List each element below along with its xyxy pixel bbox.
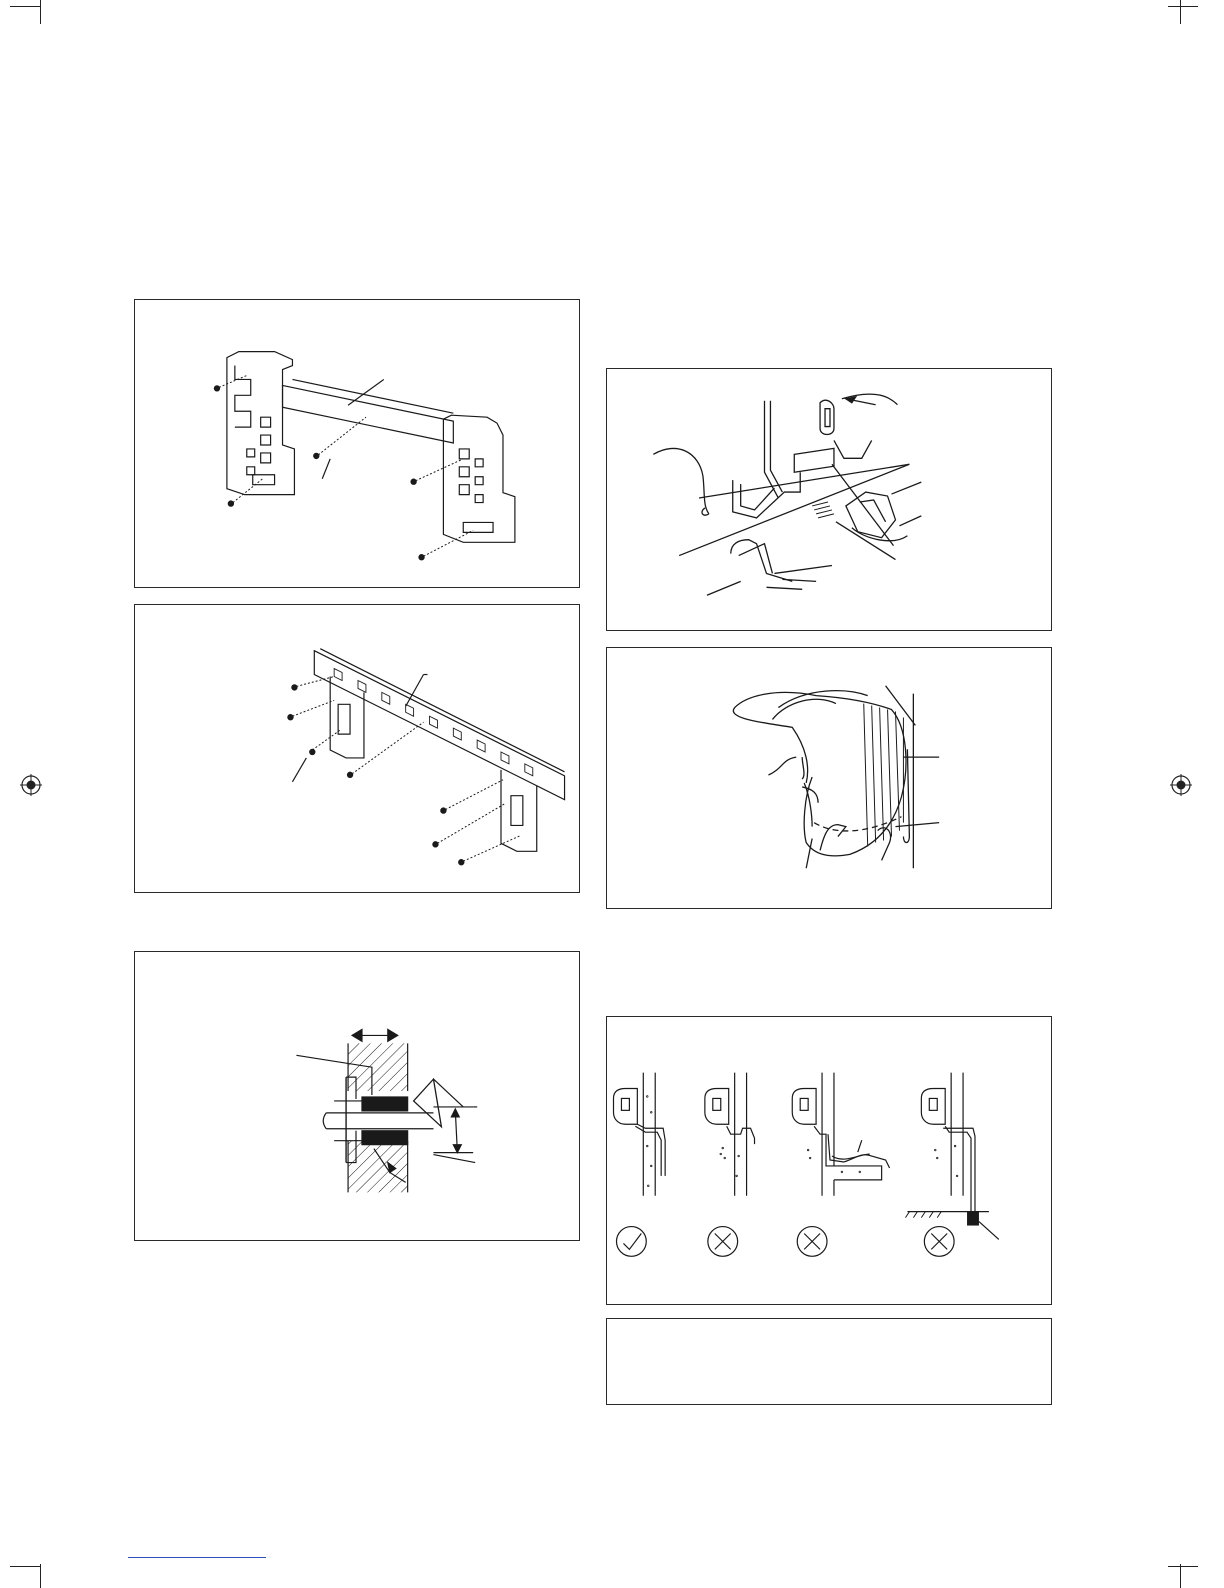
check-mark-icon xyxy=(616,1227,646,1257)
crop-mark-bottom-right-v xyxy=(1180,1564,1181,1588)
x-mark-icon xyxy=(924,1227,954,1257)
mounting-plate-b-drawing xyxy=(135,605,579,892)
footer-rule xyxy=(128,1557,266,1558)
hook-drawing xyxy=(607,369,1051,630)
x-mark-icon xyxy=(797,1227,827,1257)
wall-hole-drawing xyxy=(135,952,579,1240)
figure-wall-hole-section xyxy=(134,951,580,1241)
figure-mounting-plate-b xyxy=(134,604,580,893)
crop-mark-top-left xyxy=(10,6,40,7)
side-view-drawing xyxy=(607,648,1051,908)
note-box xyxy=(606,1318,1052,1405)
drain-example-wrong-1 xyxy=(705,1073,755,1196)
figure-unit-side-view xyxy=(606,647,1052,909)
x-mark-icon xyxy=(708,1227,738,1257)
drain-example-wrong-2 xyxy=(792,1073,889,1196)
registration-mark-icon xyxy=(1170,774,1192,796)
crop-mark-bottom-left xyxy=(10,1566,40,1567)
figure-hook-unit-on-plate xyxy=(606,368,1052,631)
crop-mark-top-left-v xyxy=(40,0,41,24)
drain-routing-drawing xyxy=(607,1017,1051,1304)
figure-drain-routing xyxy=(606,1016,1052,1305)
drain-example-wrong-3 xyxy=(905,1073,998,1240)
mounting-plate-a-drawing xyxy=(135,300,579,587)
crop-mark-bottom-right xyxy=(1168,1566,1198,1567)
crop-mark-top-right-v xyxy=(1180,0,1181,24)
registration-mark-icon xyxy=(20,774,42,796)
drain-example-correct xyxy=(614,1073,666,1196)
crop-mark-bottom-left-v xyxy=(40,1564,41,1588)
figure-mounting-plate-a xyxy=(134,299,580,588)
crop-mark-top-right xyxy=(1168,6,1198,7)
